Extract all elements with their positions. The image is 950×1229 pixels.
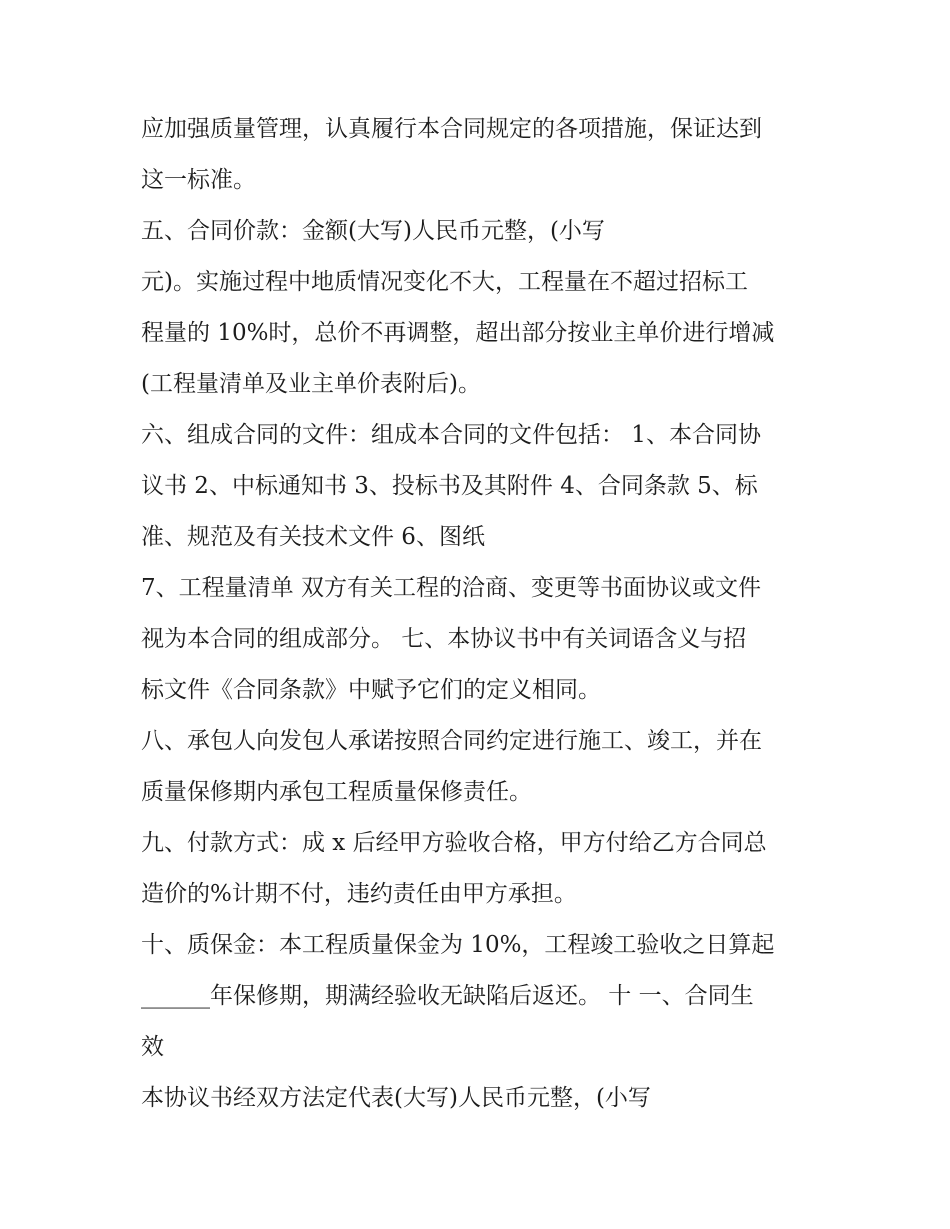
text-line: 准、规范及有关技术文件 6、图纸 [141,524,485,550]
text-line: 效 [141,1034,164,1060]
text-line: 程量的 10%时，总价不再调整，超出部分按业主单价进行增减 [141,320,775,346]
text-line: 应加强质量管理，认真履行本合同规定的各项措施，保证达到 [141,116,762,142]
text-line: (工程量清单及业主单价表附后)。 [141,371,481,397]
text-line: 这一标准。 [141,167,256,193]
text-line: 五、合同价款：金额(大写)人民币元整，(小写 [141,218,605,244]
text-line: 标文件《合同条款》中赋予它们的定义相同。 [141,677,601,703]
text-line: 质量保修期内承包工程质量保修责任。 [141,779,532,805]
text-line: ______年保修期，期满经验收无缺陷后返还。 十 一、合同生 [141,983,754,1009]
text-line: 九、付款方式：成 x 后经甲方验收合格，甲方付给乙方合同总 [141,830,767,856]
text-line: 十、质保金：本工程质量保金为 10%，工程竣工验收之日算起 [141,932,775,958]
text-line: 六、组成合同的文件：组成本合同的文件包括： 1、本合同协 [141,422,761,448]
text-line: 视为本合同的组成部分。 七、本协议书中有关词语含义与招 [141,626,747,652]
text-line: 议书 2、中标通知书 3、投标书及其附件 4、合同条款 5、标 [141,473,758,499]
text-line: 本协议书经双方法定代表(大写)人民币元整，(小写 [141,1085,651,1111]
text-line: 7、工程量清单 双方有关工程的洽商、变更等书面协议或文件 [141,575,761,601]
text-line: 元)。实施过程中地质情况变化不大，工程量在不超过招标工 [141,269,748,295]
text-line: 八、承包人向发包人承诺按照合同约定进行施工、竣工，并在 [141,728,762,754]
text-line: 造价的%计期不付，违约责任由甲方承担。 [141,881,577,907]
document-body [141,104,821,1124]
